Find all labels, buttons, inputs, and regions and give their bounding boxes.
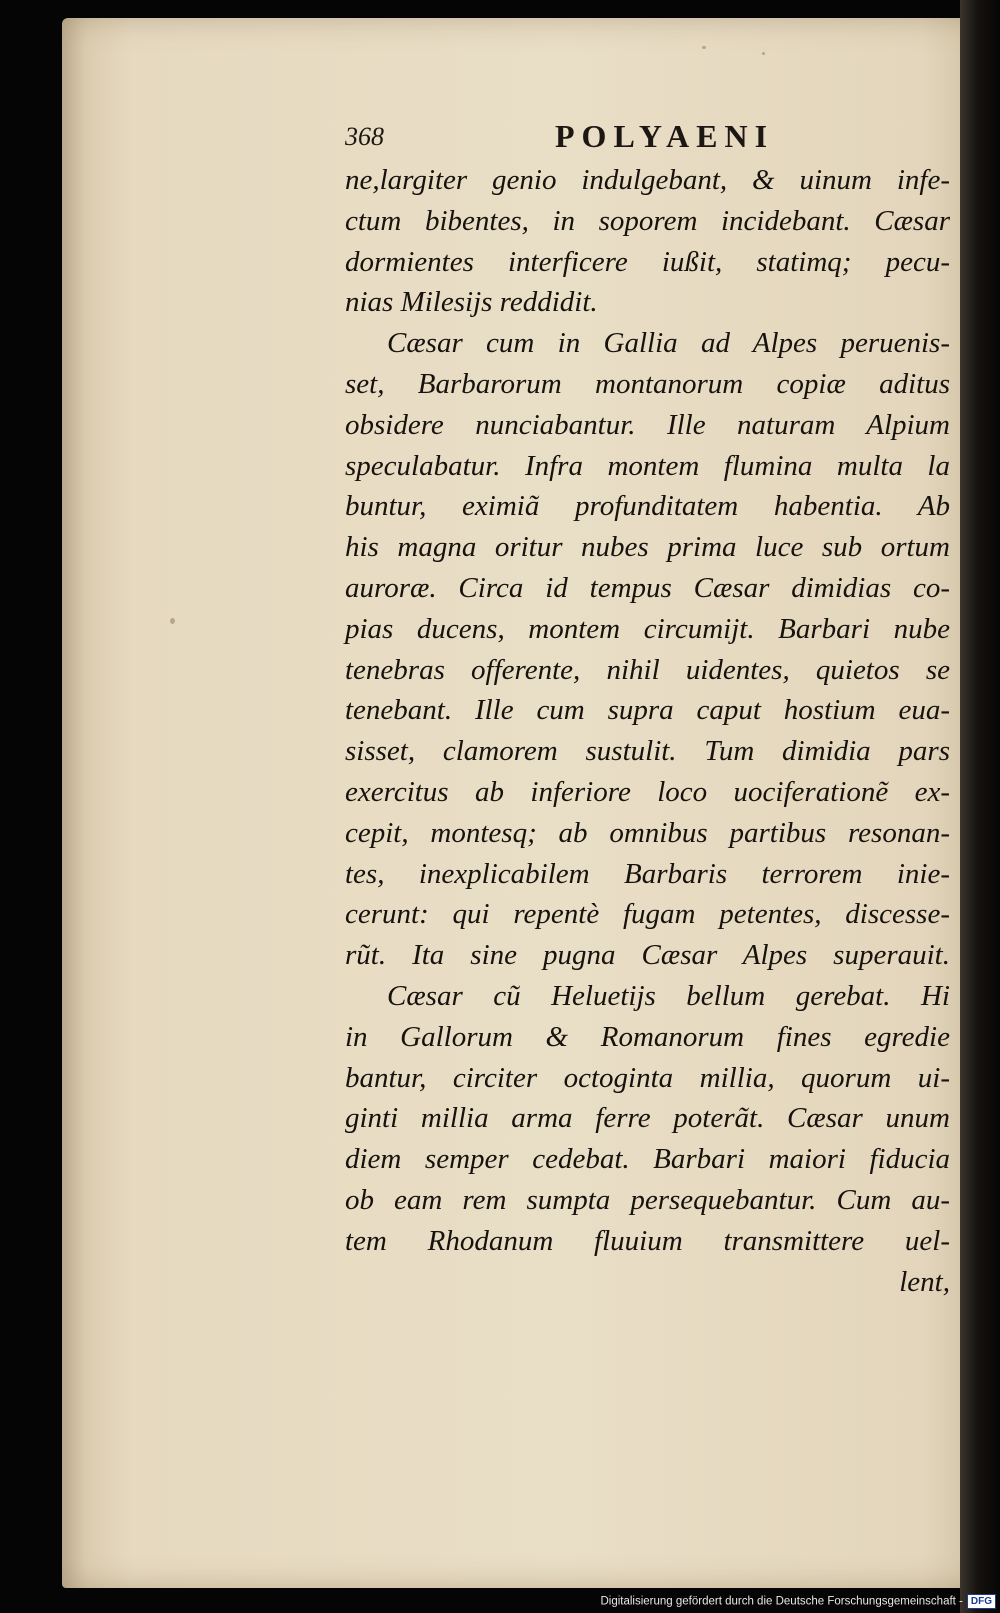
text-line: tes, inexplicabilem Barbaris terrorem inie-: [345, 857, 950, 890]
book-spine-shadow: [960, 0, 1000, 1613]
page-header: [345, 118, 945, 158]
text-line: Cæsar cum in Gallia ad Alpes peruenis-: [387, 327, 950, 360]
text-line: cerunt: qui repentè fugam petentes, discesse-: [345, 898, 950, 931]
text-line: buntur, eximiã profunditatem habentia. Ab: [345, 490, 950, 523]
text-line: his magna oritur nubes prima luce sub ortum: [345, 531, 950, 564]
text-line: sisset, clamorem sustulit. Tum dimidia pars: [345, 735, 950, 768]
text-line: speculabatur. Infra montem flumina multa la: [345, 449, 950, 482]
text-line: tenebras offerente, nihil uidentes, quietos se: [345, 653, 950, 686]
text-line: ob eam rem sumpta persequebantur. Cum au-: [345, 1183, 950, 1216]
text-line: tenebant. Ille cum supra caput hostium eua-: [345, 694, 950, 727]
text-line: in Gallorum & Romanorum fines egredie: [345, 1020, 950, 1053]
text-line: ne,largiter genio indulgebant, & uinum infe-: [345, 164, 950, 196]
text-line: bantur, circiter octoginta millia, quorum ui-: [345, 1061, 950, 1094]
text-line: rũt. Ita sine pugna Cæsar Alpes superauit.: [345, 939, 950, 972]
text-line: dormientes interficere iußit, statimq; pecu-: [345, 245, 950, 278]
text-line: Cæsar cũ Heluetijs bellum gerebat. Hi: [387, 979, 950, 1012]
catchword: lent,: [899, 1265, 950, 1298]
text-line: pias ducens, montem circumijt. Barbari nube: [345, 612, 950, 645]
text-line: cepit, montesq; ab omnibus partibus resonan-: [345, 816, 950, 849]
text-line: diem semper cedebat. Barbari maiori fiducia: [345, 1143, 950, 1176]
credit-text: Digitalisierung gefördert durch die Deutsche Forschungsgemeinschaft -: [600, 1595, 963, 1608]
dfg-logo-icon: DFG: [967, 1594, 996, 1609]
digitization-credit: [590, 1594, 1000, 1613]
text-line: nias Milesijs reddidit.: [345, 286, 598, 319]
running-head: POLYAENI: [555, 118, 775, 154]
text-line: auroræ. Circa id tempus Cæsar dimidias co-: [345, 571, 950, 604]
body-text: [345, 160, 950, 1302]
text-line: obsidere nunciabantur. Ille naturam Alpium: [345, 408, 950, 441]
paper-speck: [762, 52, 765, 55]
paper-speck: [170, 618, 175, 624]
text-line: ginti millia arma ferre poterãt. Cæsar unum: [345, 1102, 950, 1135]
text-line: set, Barbarorum montanorum copiæ aditus: [345, 367, 950, 400]
text-line: exercitus ab inferiore loco uociferationẽ ex-: [345, 775, 950, 808]
page-number: 368: [345, 122, 384, 151]
paper-speck: [702, 46, 706, 49]
text-line: tem Rhodanum fluuium transmittere uel-: [345, 1224, 950, 1257]
text-line: ctum bibentes, in soporem incidebant. Cæsar: [345, 204, 950, 237]
